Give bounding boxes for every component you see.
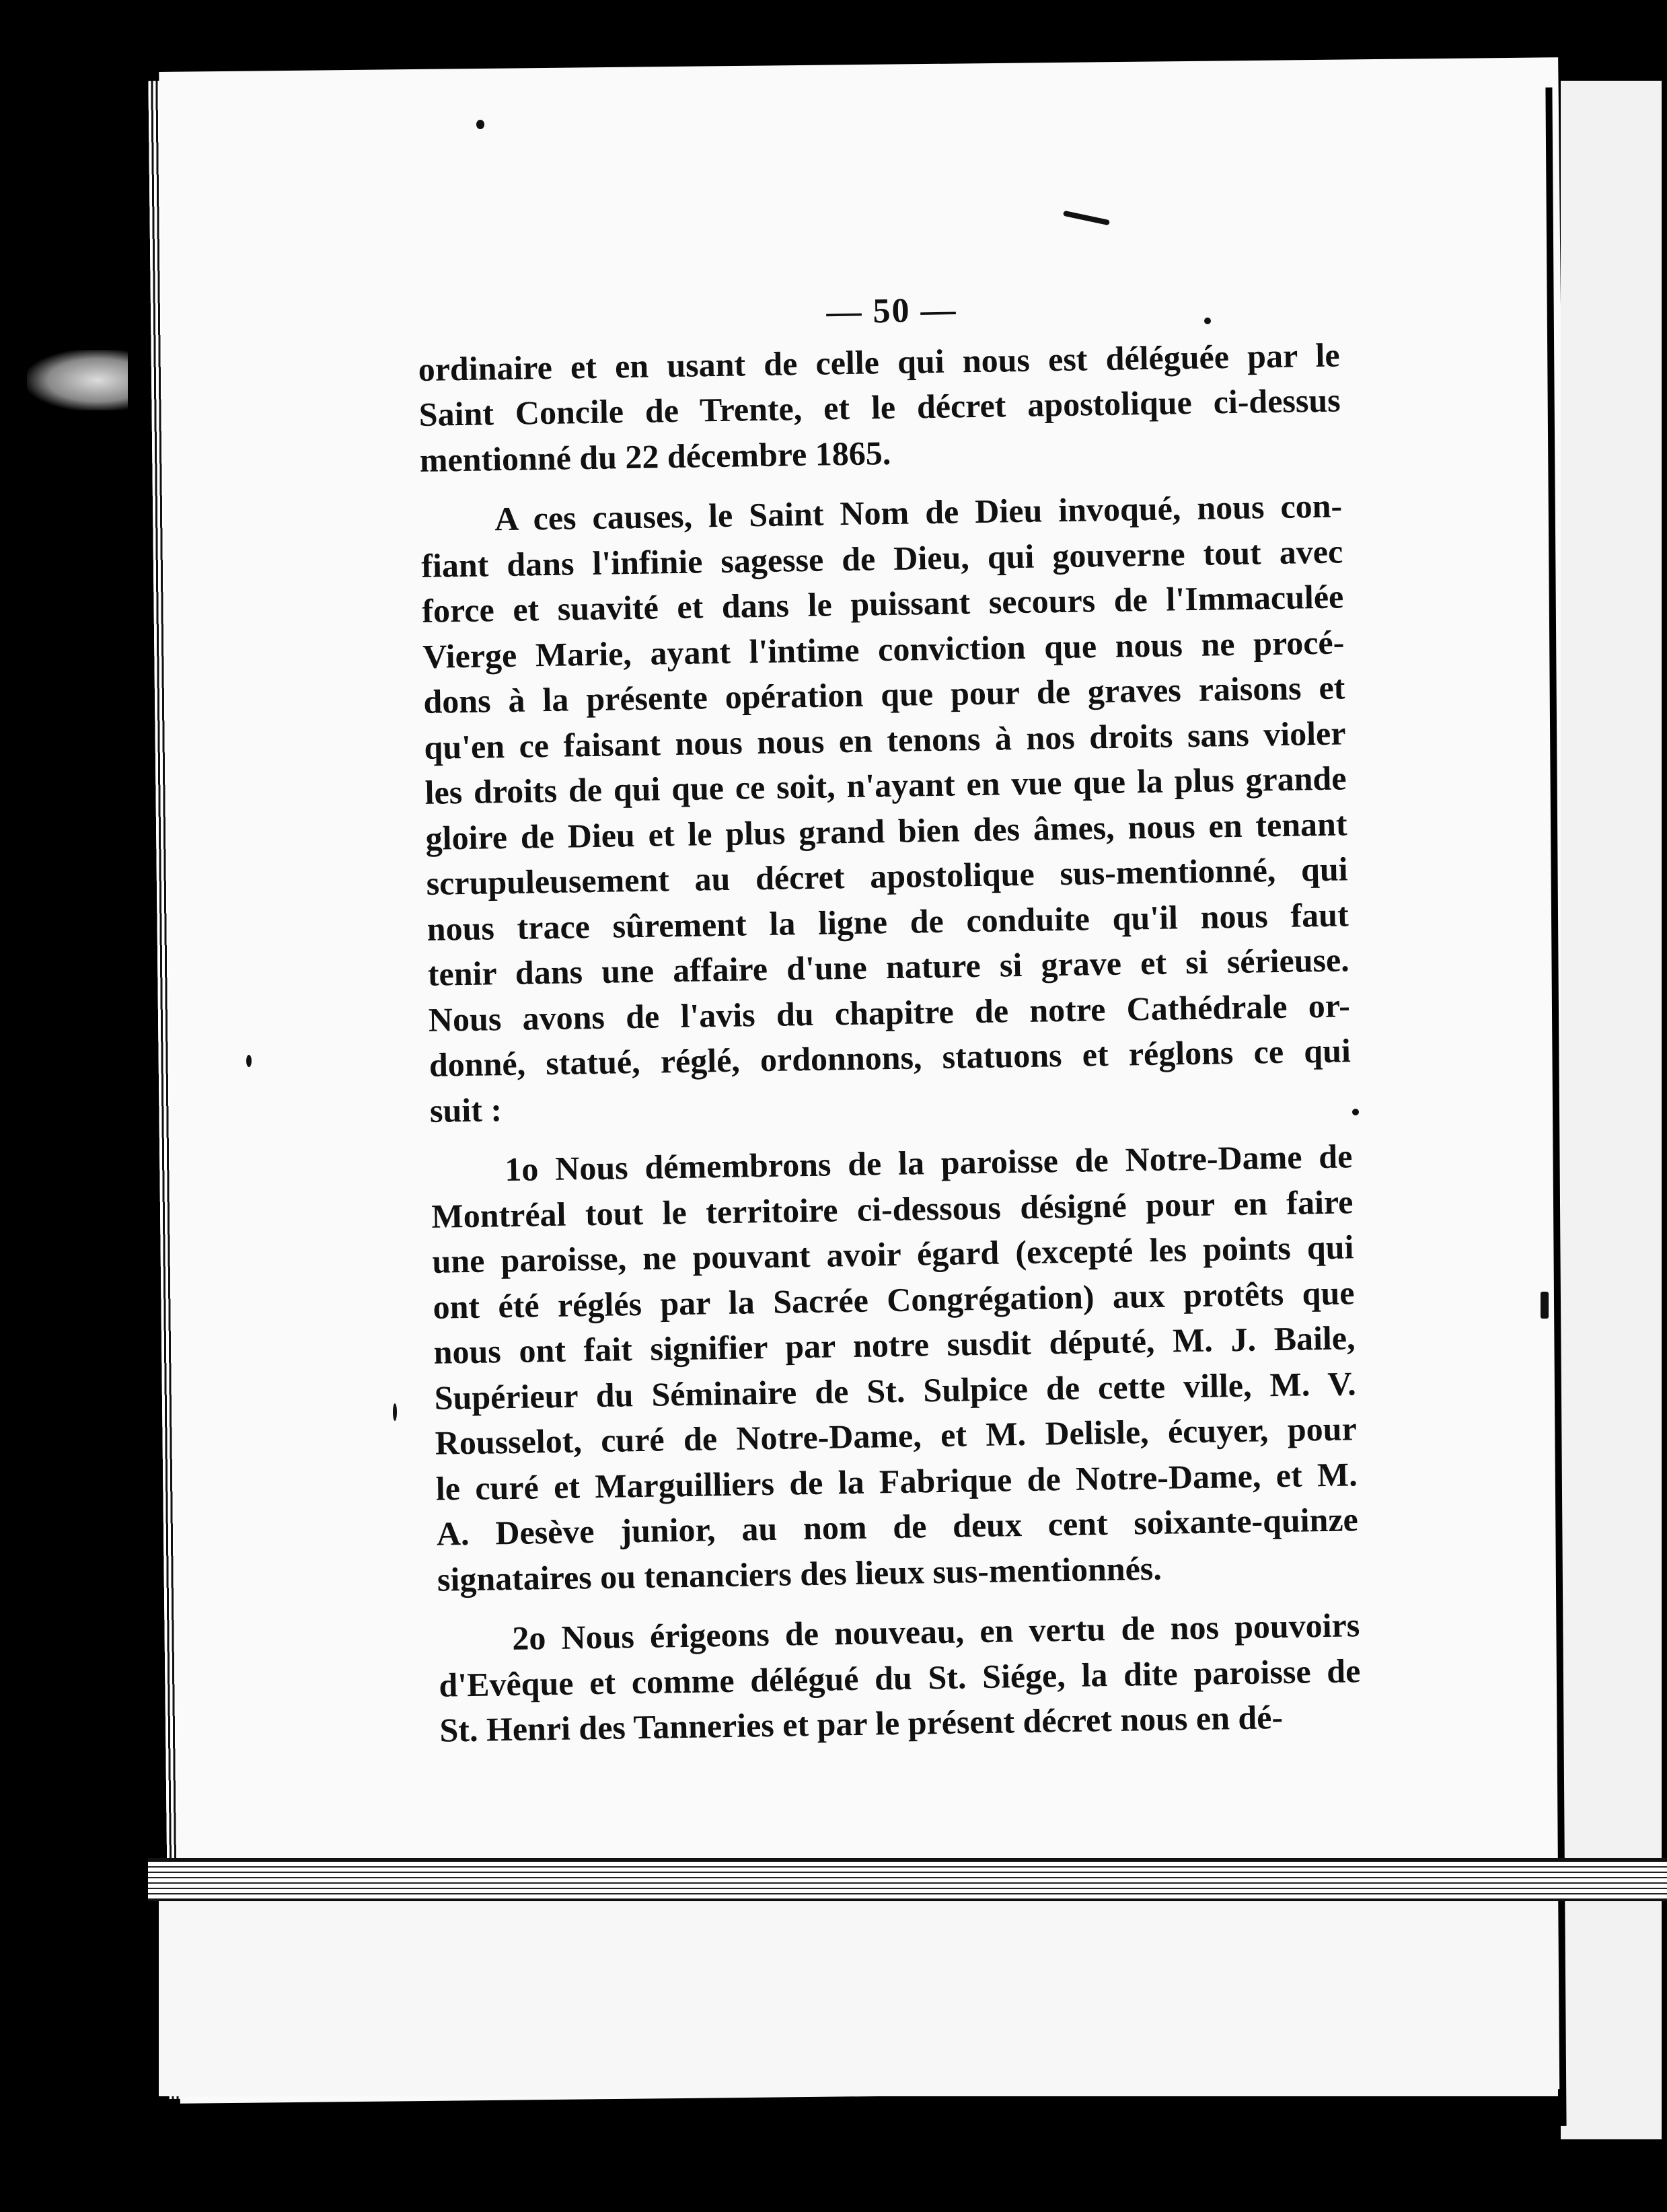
page-number: — 50 — (826, 291, 957, 332)
text-line: ont été réglés par la Sacrée Congrégation) aux protêts que (433, 1273, 1355, 1326)
text-line: fiant dans l'infinie sagesse de Dieu, qui gouverne tout avec (420, 531, 1343, 585)
text-line: nous trace sûrement la ligne de conduite qu'il nous faut (427, 895, 1349, 948)
dust-speck (476, 120, 484, 129)
paragraph-article-2 (438, 1602, 1362, 1753)
text-line: d'Evêque et comme délégué du St. Siége, la dite paroisse de (438, 1651, 1361, 1704)
page-text (417, 281, 1362, 1768)
text-line: Rousselot, curé de Notre-Dame, et M. Delisle, écuyer, pour (435, 1409, 1358, 1462)
paragraph-intro (418, 332, 1341, 483)
dust-speck (1352, 1109, 1359, 1115)
text-line: Vierge Marie, ayant l'intime conviction que nous ne procé- (422, 622, 1345, 675)
text-line: dons à la présente opération que pour de graves raisons et (423, 668, 1345, 721)
text-line: 2o Nous érigeons de nouveau, en vertu de nos pouvoirs (511, 1606, 1360, 1658)
scan-smudge (27, 350, 128, 410)
text-line: donné, statué, réglé, ordonnons, statuons et réglons ce qui (429, 1031, 1351, 1084)
paragraph-causes (420, 483, 1352, 1133)
dust-speck (1541, 1292, 1549, 1319)
text-line: Nous avons de l'avis du chapitre de notre Cathédrale or- (428, 986, 1351, 1039)
text-line: suit : (429, 1090, 503, 1130)
text-line: qu'en ce faisant nous nous en tenons à nos droits sans violer (424, 713, 1346, 766)
text-line: 1o Nous démembrons de la paroisse de Notre-Dame de (504, 1137, 1353, 1189)
text-line: tenir dans une affaire d'une nature si grave et si sérieuse. (427, 941, 1350, 993)
text-line: les droits de qui que ce soit, n'ayant en vue que la plus grande (424, 759, 1347, 811)
paragraph-article-1 (431, 1134, 1359, 1602)
text-line: mentionné du 22 décembre 1865. (419, 433, 891, 479)
facing-page-edge (1561, 81, 1662, 2139)
text-line: gloire de Dieu et le plus grand bien des âmes, nous en tenant (425, 804, 1347, 857)
text-line: nous ont fait signifier par notre susdit député, M. J. Baile, (433, 1319, 1356, 1371)
page-bottom-margin (159, 1901, 1558, 2096)
paragraph-list (418, 332, 1362, 1753)
text-line: une paroisse, ne pouvant avoir égard (excepté les points qui (432, 1228, 1354, 1280)
text-line: force et suavité et dans le puissant secours de l'Immaculée (421, 577, 1344, 630)
dust-speck (393, 1403, 397, 1421)
text-line: St. Henri des Tanneries et par le présent décret nous en dé- (439, 1698, 1284, 1749)
text-line: signataires ou tenanciers des lieux sus-mentionnés. (437, 1549, 1162, 1598)
text-line: Saint Concile de Trente, et le décret apostolique ci-dessus (418, 381, 1341, 433)
text-line: Montréal tout le territoire ci-dessous désigné pour en faire (431, 1182, 1354, 1235)
text-line: Supérieur du Séminaire de St. Sulpice de cette ville, M. V. (434, 1364, 1356, 1417)
text-line: le curé et Marguilliers de la Fabrique de Notre-Dame, et M. (435, 1454, 1358, 1508)
text-line: A ces causes, le Saint Nom de Dieu invoqué, nous con- (494, 486, 1343, 538)
text-line: A. Desève junior, au nom de deux cent soixante-quinze (436, 1500, 1359, 1553)
text-line: ordinaire et en usant de celle qui nous est déléguée par le (418, 335, 1340, 388)
text-line: scrupuleusement au décret apostolique sus-mentionné, qui (426, 850, 1348, 902)
dust-speck (246, 1055, 252, 1067)
scan-band (148, 1858, 1667, 1901)
